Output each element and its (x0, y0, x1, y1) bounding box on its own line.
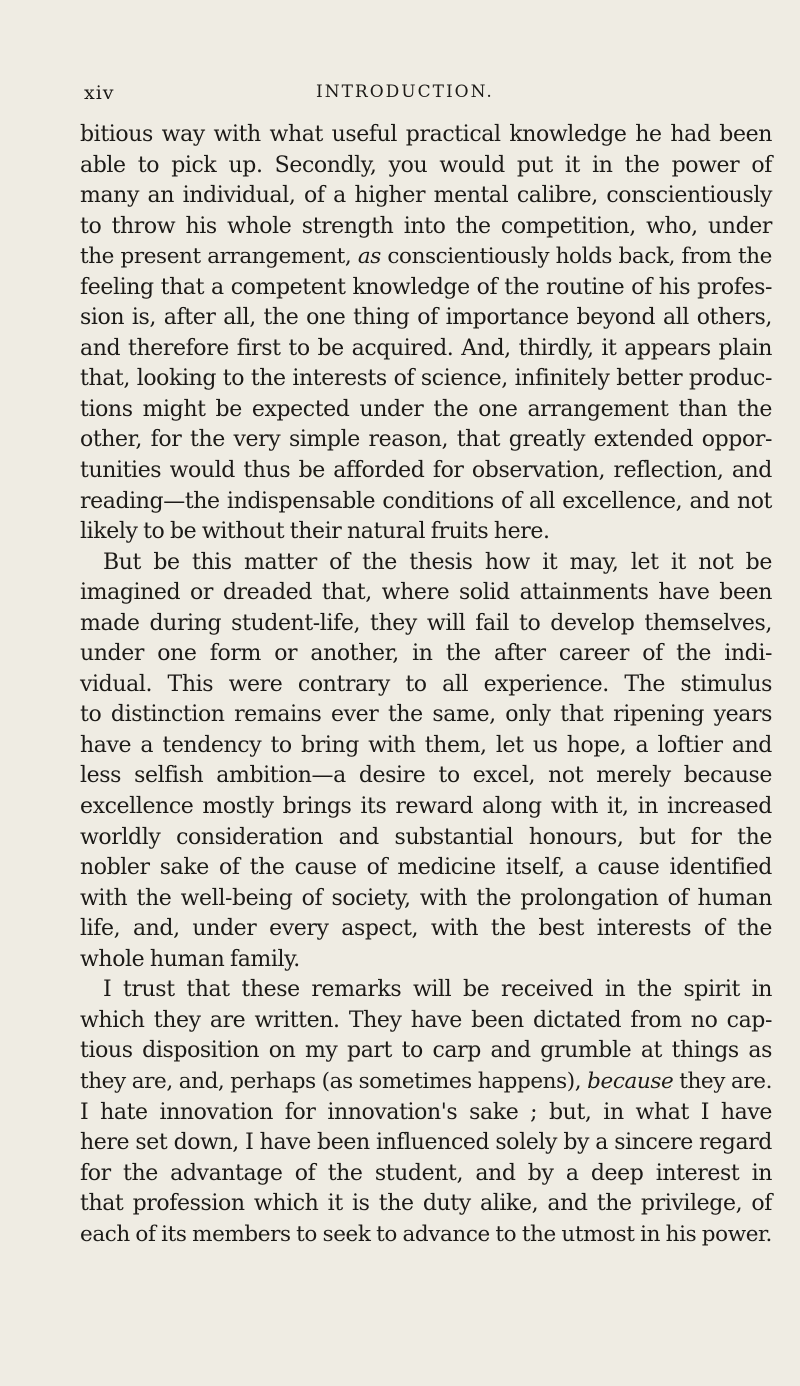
text-line: vidual. This were contrary to all experience. The stimulus (80, 671, 772, 697)
italic-word: as (357, 244, 381, 270)
text-line: excellence mostly brings its reward along with it, in increased (80, 794, 772, 820)
text-line: many an individual, of a higher mental calibre, conscientiously (80, 183, 772, 209)
text-line: tunities would thus be afforded for observation, reflection, and (80, 458, 772, 484)
text-line: I trust that these remarks will be received in the spirit in (103, 977, 772, 1003)
text-line: and therefore first to be acquired. And, thirdly, it appears plain (80, 335, 772, 361)
text-line: whole human family. (80, 946, 300, 972)
text-line: life, and, under every aspect, with the best interests of the (80, 916, 772, 942)
text-line: able to pick up. Secondly, you would put it in the power of (80, 152, 772, 178)
text-segment: conscientiously holds back, from the (380, 244, 772, 270)
text-line: to distinction remains ever the same, only that ripening years (80, 702, 772, 728)
text-line: nobler sake of the cause of medicine itself, a cause identified (80, 855, 772, 881)
text-line: have a tendency to bring with them, let us hope, a loftier and (80, 732, 772, 758)
text-segment: the present arrangement, (80, 244, 358, 270)
text-line: less selfish ambition—a desire to excel, not merely because (80, 763, 772, 789)
text-line: feeling that a competent knowledge of the routine of his profes- (80, 274, 772, 300)
text-line: reading—the indispensable conditions of all excellence, and not (80, 488, 772, 514)
text-segment: they are, and, perhaps (as sometimes happens), (80, 1068, 588, 1094)
text-line: worldly consideration and substantial honours, but for the (80, 824, 772, 850)
text-line: imagined or dreaded that, where solid attainments have been (80, 580, 772, 606)
text-line: But be this matter of the thesis how it may, let it not be (103, 549, 772, 575)
text-line (80, 242, 772, 273)
text-line: each of its members to seek to advance to the utmost in his power. (80, 1221, 772, 1247)
text-line: that, looking to the interests of science, infinitely better produc- (80, 366, 772, 392)
body-text (80, 120, 772, 1250)
text-line: with the well-being of society, with the prolongation of human (80, 885, 772, 911)
text-line: to throw his whole strength into the competition, who, under (80, 213, 772, 239)
text-line: tions might be expected under the one arrangement than the (80, 396, 772, 422)
running-title: INTRODUCTION. (316, 82, 494, 102)
page-number: xiv (84, 82, 115, 104)
text-line: that profession which it is the duty alike, and the privilege, of (80, 1191, 772, 1217)
text-line: sion is, after all, the one thing of importance beyond all others, (80, 305, 772, 331)
text-line: I hate innovation for innovation's sake ; but, in what I have (80, 1099, 772, 1125)
text-line: which they are written. They have been dictated from no cap- (80, 1007, 772, 1033)
text-line: for the advantage of the student, and by a deep interest in (80, 1160, 772, 1186)
text-segment: they are. (673, 1068, 772, 1094)
text-line: made during student-life, they will fail to develop themselves, (80, 610, 772, 636)
text-line: likely to be without their natural fruits here. (80, 519, 550, 545)
italic-word: because (587, 1068, 674, 1094)
text-line: bitious way with what useful practical knowledge he had been (80, 122, 772, 147)
running-head (84, 82, 760, 108)
text-line: here set down, I have been influenced solely by a sincere regard (80, 1130, 772, 1156)
text-line (80, 1067, 772, 1098)
text-line: tious disposition on my part to carp and grumble at things as (80, 1038, 772, 1064)
text-line: other, for the very simple reason, that greatly extended oppor- (80, 427, 772, 453)
text-line: under one form or another, in the after career of the indi- (80, 641, 772, 667)
